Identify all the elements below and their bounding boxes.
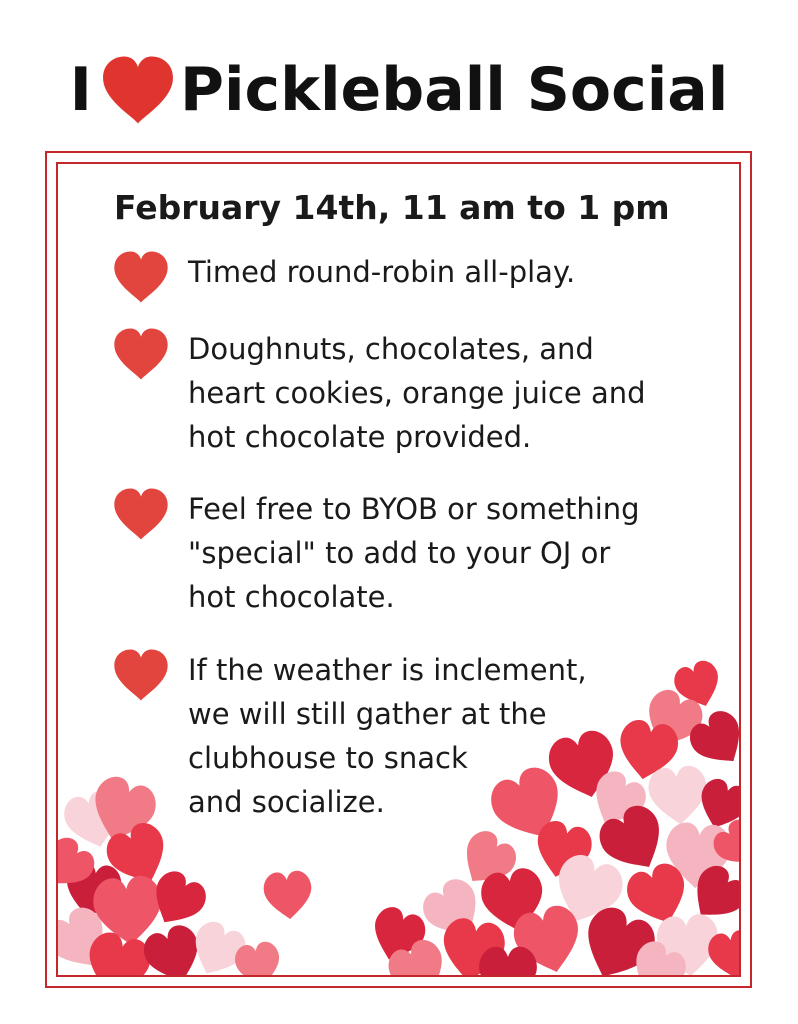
bullet-text: If the weather is inclement, we will still gather at the clubhouse to snack and socialize.: [188, 653, 587, 819]
bullet-text: Doughnuts, chocolates, and heart cookies, orange juice and hot chocolate provided.: [188, 332, 646, 454]
confetti-heart-icon: [479, 947, 537, 975]
bullet-text: Timed round-robin all-play.: [188, 255, 576, 289]
bullet-text: Feel free to BYOB or something "special" to add to your OJ or hot chocolate.: [188, 492, 640, 614]
heart-icon: [112, 250, 170, 304]
confetti-heart-icon: [262, 870, 314, 922]
heart-icon: [112, 327, 170, 381]
page-title: [0, 50, 798, 130]
heart-icon: [112, 487, 170, 541]
title-main: Pickleball Social: [179, 55, 729, 125]
heart-icon: [100, 54, 176, 126]
heart-icon: [112, 648, 170, 702]
title-prefix: I: [69, 55, 92, 125]
event-date-time: February 14th, 11 am to 1 pm: [114, 188, 670, 227]
